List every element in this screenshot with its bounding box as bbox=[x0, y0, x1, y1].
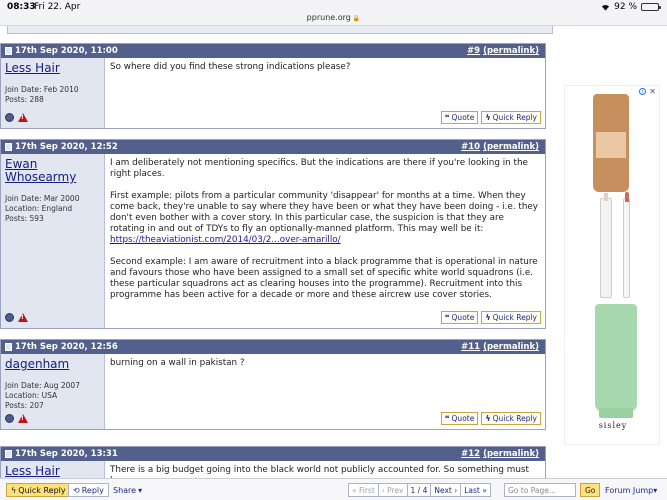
url-text: pprune.org bbox=[306, 13, 351, 22]
user-location: Location: England bbox=[5, 204, 73, 213]
quote-button[interactable]: ❝ Quote bbox=[441, 311, 479, 324]
external-link[interactable]: https://theaviationist.com/2014/03/2...over-amarillo/ bbox=[110, 235, 341, 245]
page-indicator[interactable]: 1 / 4 bbox=[407, 483, 432, 497]
quote-icon: ❝ bbox=[444, 113, 450, 122]
close-icon[interactable]: ✕ bbox=[649, 87, 656, 96]
post-text: First example: pilots from a particular community 'disappear' for months at a time. When they come back, they're unable to say where they have been or what they have been doing - i.e. they don't even bother with a cover story. In this particular case, the suspicion is that they are rotating in and out of TDYs to fly an optionally-manned platform. This may well be it: bbox=[110, 191, 539, 234]
lightning-icon: ϟ bbox=[485, 313, 491, 322]
post-message bbox=[105, 354, 545, 429]
user-location: Location: USA bbox=[5, 391, 58, 400]
first-page-button[interactable]: « First bbox=[348, 483, 379, 497]
post bbox=[0, 446, 546, 478]
quote-button[interactable]: ❝ Quote bbox=[441, 412, 479, 425]
post bbox=[0, 339, 546, 430]
permalink-link[interactable]: (permalink) bbox=[483, 46, 539, 56]
quote-icon: ❝ bbox=[444, 414, 450, 423]
username-link[interactable]: dagenham bbox=[5, 357, 70, 371]
status-date: Fri 22. Apr bbox=[34, 2, 81, 12]
quick-reply-button[interactable]: ϟ Quick Reply bbox=[481, 111, 541, 124]
post-message bbox=[105, 461, 545, 478]
post-date: 17th Sep 2020, 13:31 bbox=[15, 449, 118, 459]
product-pencil-image bbox=[623, 198, 630, 298]
post bbox=[0, 43, 546, 129]
lightning-icon: ϟ bbox=[11, 485, 17, 495]
post-date: 17th Sep 2020, 12:56 bbox=[15, 342, 118, 352]
reply-button[interactable]: ⟲ Reply bbox=[68, 483, 109, 497]
post-number-link[interactable]: #10 bbox=[461, 142, 481, 152]
quote-button[interactable]: ❝ Quote bbox=[441, 111, 479, 124]
pagination bbox=[348, 483, 490, 497]
previous-post-edge bbox=[7, 26, 553, 42]
permalink-link[interactable]: (permalink) bbox=[483, 449, 539, 459]
quick-reply-toolbar-button[interactable]: ϟ Quick Reply bbox=[6, 483, 71, 497]
status-bar bbox=[0, 0, 667, 26]
username-link[interactable]: Ewan Whosearmy bbox=[5, 157, 77, 184]
report-icon[interactable] bbox=[18, 113, 28, 122]
user-panel bbox=[1, 58, 105, 128]
goto-page-input[interactable]: Go to Page... bbox=[504, 483, 576, 497]
user-status-icon[interactable] bbox=[5, 313, 14, 322]
quick-reply-button[interactable]: ϟ Quick Reply bbox=[481, 311, 541, 324]
post-count: Posts: 593 bbox=[5, 214, 44, 223]
post-header bbox=[1, 140, 545, 154]
post-message bbox=[105, 154, 545, 328]
username-link[interactable]: Less Hair bbox=[5, 61, 60, 75]
battery-icon bbox=[641, 3, 659, 11]
status-time: 08:33 bbox=[7, 2, 36, 12]
user-status-icon[interactable] bbox=[5, 414, 14, 423]
post-number-link[interactable]: #9 bbox=[467, 46, 481, 56]
post-message bbox=[105, 58, 545, 128]
chevron-down-icon: ▾ bbox=[138, 485, 143, 495]
post-number-link[interactable]: #12 bbox=[461, 449, 481, 459]
forum-jump-menu[interactable]: Forum Jump ▾ bbox=[605, 485, 658, 495]
post-text: burning on a wall in pakistan ? bbox=[110, 358, 245, 368]
reply-icon: ⟲ bbox=[73, 485, 80, 495]
quick-reply-button[interactable]: ϟ Quick Reply bbox=[481, 412, 541, 425]
post-text: There is a big budget going into the black world not publicly accounted for. So something must bbox=[110, 465, 529, 475]
user-status-icon[interactable] bbox=[5, 113, 14, 122]
address-bar[interactable] bbox=[0, 13, 667, 22]
share-menu[interactable]: Share ▾ bbox=[113, 485, 143, 495]
post-text: So where did you find these strong indications please? bbox=[110, 62, 351, 72]
next-page-button[interactable]: Next › bbox=[430, 483, 461, 497]
join-date: Join Date: Feb 2010 bbox=[5, 85, 79, 94]
post-date: 17th Sep 2020, 12:52 bbox=[15, 142, 118, 152]
thread-content bbox=[7, 26, 553, 42]
join-date: Join Date: Mar 2000 bbox=[5, 194, 80, 203]
post-text: I am deliberately not mentioning specifics. But the indications are there if you're looking in the right places. bbox=[110, 158, 528, 179]
post-count: Posts: 288 bbox=[5, 95, 44, 104]
bottom-toolbar bbox=[0, 478, 667, 500]
ad-info-icon[interactable]: i bbox=[639, 88, 646, 95]
status-indicators bbox=[601, 2, 659, 12]
post-number-link[interactable]: #11 bbox=[461, 342, 481, 352]
wifi-icon bbox=[601, 3, 610, 11]
battery-percent: 92 % bbox=[614, 2, 637, 12]
report-icon[interactable] bbox=[18, 313, 28, 322]
chevron-down-icon: ▾ bbox=[653, 485, 658, 495]
user-panel bbox=[1, 354, 105, 429]
report-icon[interactable] bbox=[18, 414, 28, 423]
quote-icon: ❝ bbox=[444, 313, 450, 322]
post-icon bbox=[5, 450, 12, 458]
product-tube-image bbox=[593, 94, 629, 192]
post-header bbox=[1, 340, 545, 354]
join-date: Join Date: Aug 2007 bbox=[5, 381, 80, 390]
product-green-tube-image bbox=[595, 304, 637, 412]
post-icon bbox=[5, 143, 12, 151]
username-link[interactable]: Less Hair bbox=[5, 464, 60, 478]
post-header bbox=[1, 44, 545, 58]
ad-brand-logo: sisley bbox=[598, 421, 628, 430]
prev-page-button[interactable]: ‹ Prev bbox=[378, 483, 408, 497]
user-panel bbox=[1, 154, 105, 328]
lightning-icon: ϟ bbox=[485, 414, 491, 423]
lock-icon: 🔒 bbox=[352, 15, 361, 22]
lightning-icon: ϟ bbox=[485, 113, 491, 122]
permalink-link[interactable]: (permalink) bbox=[483, 342, 539, 352]
post-count: Posts: 207 bbox=[5, 401, 44, 410]
post-date: 17th Sep 2020, 11:00 bbox=[15, 46, 118, 56]
advertisement[interactable] bbox=[564, 85, 660, 445]
post-icon bbox=[5, 47, 12, 55]
post-icon bbox=[5, 343, 12, 351]
last-page-button[interactable]: Last » bbox=[460, 483, 491, 497]
permalink-link[interactable]: (permalink) bbox=[483, 142, 539, 152]
go-button[interactable]: Go bbox=[580, 483, 600, 497]
post-text: Second example: I am aware of recruitment into a black programme that is operational in nature and favours those who have been assigned to a small set of specific white world squadrons (i.e. these particular squadrons act as clearing houses into the programme). Recruitment into this programme has been active for a decade or more and these aircrew use cover stories. bbox=[110, 257, 538, 300]
user-panel bbox=[1, 461, 105, 478]
product-pen-image bbox=[600, 198, 612, 298]
post-header bbox=[1, 447, 545, 461]
post bbox=[0, 139, 546, 329]
